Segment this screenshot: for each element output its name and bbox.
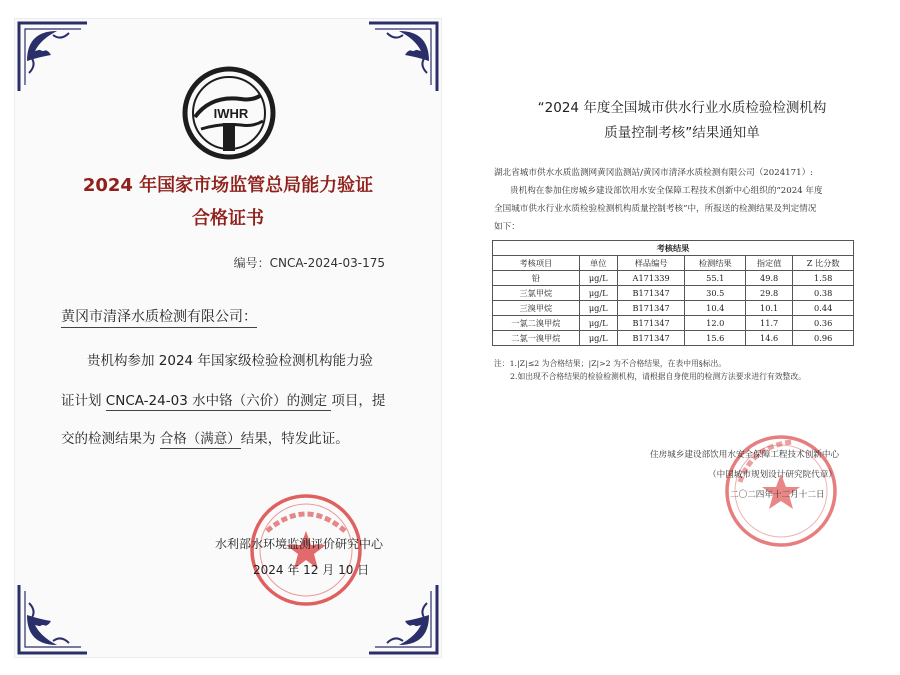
table-row — [493, 286, 854, 301]
proficiency-certificate — [14, 18, 442, 658]
table-cell: 二氯一溴甲烷 — [493, 331, 580, 346]
table-row — [493, 316, 854, 331]
notice-paragraph: 贵机构在参加住房城乡建设部饮用水安全保障工程技术创新中心组织的“2024 年度 — [510, 186, 823, 196]
table-row — [493, 301, 854, 316]
certificate-issuer: 水利部水环境监测评价研究中心 — [215, 537, 384, 551]
table-row — [493, 271, 854, 286]
notice-issuer-proxy: （中国城市规划设计研究院代章） — [708, 470, 837, 480]
plan-item-underlined: CNCA-24-03 水中铬（六价）的测定 — [105, 393, 332, 409]
table-cell: μg/L — [579, 316, 617, 331]
corner-ornament-icon — [367, 21, 439, 93]
table-cell: μg/L — [579, 331, 617, 346]
table-row — [493, 331, 854, 346]
notice-addressee: 湖北省城市供水水质监测网黄冈监测站/黄冈市清泽水质检测有限公司（2024171）: — [494, 168, 814, 178]
table-cell: 铅 — [493, 271, 580, 286]
logo-text: IWHR — [213, 106, 249, 121]
table-caption: 考核结果 — [493, 241, 854, 256]
iwhr-logo — [181, 65, 277, 161]
table-header: 单位 — [579, 256, 617, 271]
table-cell: 11.7 — [745, 316, 792, 331]
table-cell: 30.5 — [685, 286, 745, 301]
table-cell: 0.36 — [793, 316, 854, 331]
table-header-row — [493, 256, 854, 271]
result-underlined: 合格（满意） — [159, 431, 241, 447]
table-cell: 1.58 — [793, 271, 854, 286]
body-text: 交的检测结果为 — [61, 431, 160, 447]
table-header: 检测结果 — [685, 256, 745, 271]
table-cell: 0.38 — [793, 286, 854, 301]
certificate-body-line — [61, 427, 349, 447]
table-cell: B171347 — [617, 331, 685, 346]
body-text: 证计划 — [61, 393, 106, 409]
table-cell: 10.1 — [745, 301, 792, 316]
table-header: Z 比分数 — [793, 256, 854, 271]
table-cell: 14.6 — [745, 331, 792, 346]
table-cell: 0.44 — [793, 301, 854, 316]
notice-subtitle: 质量控制考核”结果通知单 — [604, 125, 760, 141]
table-cell: A171339 — [617, 271, 685, 286]
table-cell: μg/L — [579, 271, 617, 286]
certificate-date: 2024 年 12 月 10 日 — [253, 563, 370, 577]
qc-result-notice — [472, 18, 892, 658]
certificate-number: 编号：CNCA-2024-03-175 — [233, 256, 385, 270]
certificate-title: 2024 年国家市场监管总局能力验证 — [82, 175, 374, 196]
table-cell: B171347 — [617, 286, 685, 301]
certificate-addressee: 黄冈市清泽水质检测有限公司： — [61, 306, 257, 328]
corner-ornament-icon — [367, 583, 439, 655]
table-cell: 55.1 — [685, 271, 745, 286]
table-cell: 49.8 — [745, 271, 792, 286]
certificate-body-line — [61, 389, 385, 409]
certificate-body-line: 贵机构参加 2024 年国家级检验检测机构能力验 — [87, 353, 373, 369]
table-cell: 12.0 — [685, 316, 745, 331]
notice-paragraph: 如下： — [494, 222, 520, 232]
table-cell: B171347 — [617, 301, 685, 316]
corner-ornament-icon — [17, 21, 89, 93]
table-cell: μg/L — [579, 286, 617, 301]
table-cell: 29.8 — [745, 286, 792, 301]
table-cell: 三溴甲烷 — [493, 301, 580, 316]
corner-ornament-icon — [17, 583, 89, 655]
table-header: 样品编号 — [617, 256, 685, 271]
table-cell: μg/L — [579, 301, 617, 316]
table-header: 指定值 — [745, 256, 792, 271]
notice-issuer: 住房城乡建设部饮用水安全保障工程技术创新中心 — [650, 450, 840, 460]
table-cell: 三氯甲烷 — [493, 286, 580, 301]
table-footnote: 2.如出现不合格结果的检验检测机构，请根据自身使用的检测方法要求进行有效整改。 — [510, 372, 806, 381]
certificate-subtitle: 合格证书 — [192, 208, 264, 229]
table-cell: 10.4 — [685, 301, 745, 316]
table-cell: 15.6 — [685, 331, 745, 346]
table-footnote: 注：1.|Z|≤2 为合格结果；|Z|>2 为不合格结果，在表中用§标出。 — [494, 359, 727, 368]
notice-title: “2024 年度全国城市供水行业水质检验检测机构 — [537, 100, 827, 116]
notice-date: 二〇二四年十二月十二日 — [730, 490, 825, 500]
table-cell: 0.96 — [793, 331, 854, 346]
table-cell: B171347 — [617, 316, 685, 331]
body-text: 项目，提 — [331, 393, 386, 409]
table-header: 考核项目 — [493, 256, 580, 271]
result-table — [492, 240, 854, 346]
table-cell: 一氯二溴甲烷 — [493, 316, 580, 331]
notice-paragraph: 全国城市供水行业水质检验检测机构质量控制考核”中，所报送的检测结果及判定情况 — [494, 204, 817, 214]
body-text: 结果，特发此证。 — [240, 431, 349, 447]
